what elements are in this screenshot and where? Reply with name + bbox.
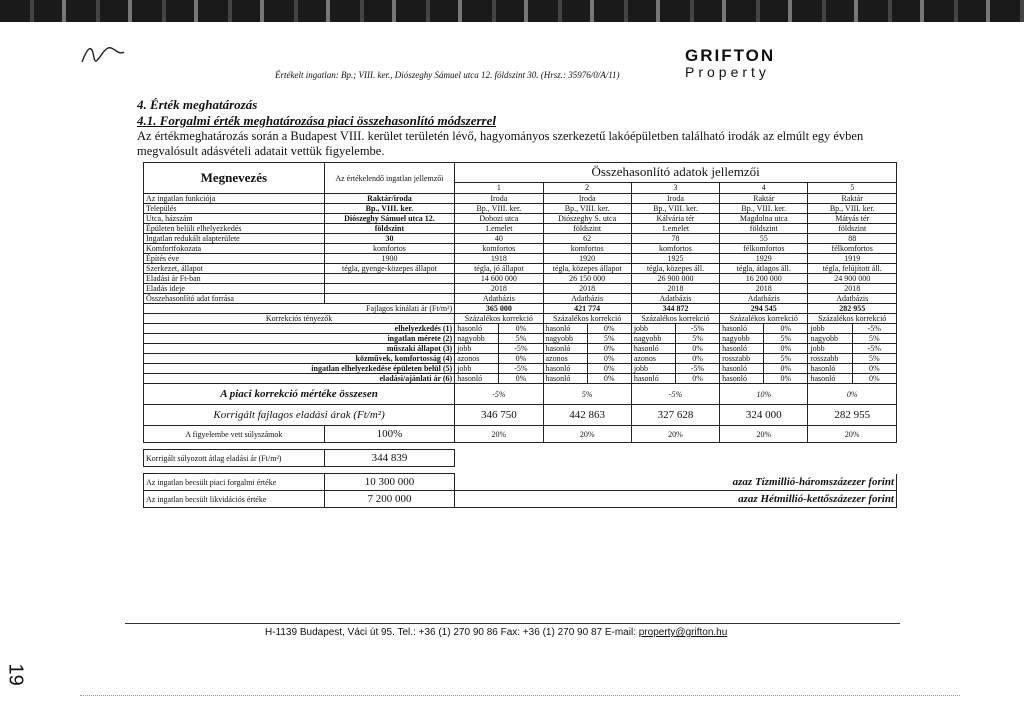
correction-row: [144, 374, 897, 384]
correction-direction: nagyobb: [808, 334, 852, 344]
compare-value: Diószeghy S. utca: [543, 214, 631, 224]
compare-value: 1929: [720, 254, 808, 264]
compare-value: 1.emelet: [455, 224, 543, 234]
correction-label: ingatlan elhelyezkedése épületen belül (5): [144, 364, 455, 374]
compare-value: Bp., VIII. ker.: [808, 204, 897, 214]
compare-value: Adatbázis: [455, 294, 543, 304]
correction-percent: -5%: [675, 364, 719, 374]
correction-direction: rosszabb: [808, 354, 852, 364]
compare-value: 2018: [543, 284, 631, 294]
weighted-average-value: 344 839: [324, 450, 455, 467]
correction-percent: 0%: [587, 324, 631, 334]
weight-value: 20%: [543, 426, 631, 443]
correction-direction: hasonló: [543, 374, 587, 384]
compare-title: Összehasonlító adatok jellemzői: [455, 163, 897, 183]
unit-price-row: [144, 304, 897, 314]
correction-direction: jobb: [455, 364, 499, 374]
correction-percent: 0%: [587, 374, 631, 384]
correction-direction: nagyobb: [543, 334, 587, 344]
weight-subject: 100%: [324, 426, 455, 443]
property-row: [144, 254, 897, 264]
subject-value: 1900: [324, 254, 455, 264]
column-number: 4: [720, 182, 808, 193]
correction-percent: 0%: [764, 364, 808, 374]
corrected-price-label: Korrigált fajlagos eladási árak (Ft/m²): [144, 405, 455, 426]
comparison-table: [143, 162, 897, 508]
correction-percent: 0%: [675, 374, 719, 384]
corrected-price-value: 327 628: [631, 405, 719, 426]
market-value-row: [144, 474, 897, 491]
property-row: [144, 284, 897, 294]
subject-value: Raktár/iroda: [324, 194, 455, 204]
correction-direction: nagyobb: [631, 334, 675, 344]
compare-value: félkomfortos: [808, 244, 897, 254]
property-label: Település: [144, 204, 325, 214]
header-row: [144, 163, 897, 183]
correction-percent: -5%: [499, 364, 543, 374]
compare-value: komfortos: [543, 244, 631, 254]
correction-factors-label: Korrekciós tényezők: [144, 314, 455, 324]
compare-value: komfortos: [455, 244, 543, 254]
subsection-heading: 4.1. Forgalmi érték meghatározása piaci összehasonlító módszerrel: [137, 113, 496, 128]
footer-contact: [265, 627, 727, 638]
correction-sum-value: 10%: [720, 384, 808, 405]
weight-value: 20%: [808, 426, 897, 443]
compare-value: 2018: [455, 284, 543, 294]
property-row: [144, 234, 897, 244]
correction-direction: hasonló: [808, 364, 852, 374]
compare-value: tégla, közepes állapot: [543, 264, 631, 274]
weighted-average-row: [144, 450, 897, 467]
correction-percent: 0%: [852, 374, 896, 384]
unit-price-value: 365 000: [455, 304, 543, 314]
correction-sum-value: -5%: [455, 384, 543, 405]
subject-value: [324, 284, 455, 294]
correction-direction: jobb: [455, 344, 499, 354]
compare-value: 2018: [631, 284, 719, 294]
correction-percent: 0%: [852, 364, 896, 374]
page-number: 19: [4, 663, 27, 686]
section-heading: 4. Érték meghatározás: [137, 97, 258, 112]
compare-value: 40: [455, 234, 543, 244]
spacer-row: [144, 467, 897, 474]
subject-value: [324, 274, 455, 284]
compare-value: tégla, felújított áll.: [808, 264, 897, 274]
correction-percent: -5%: [852, 344, 896, 354]
corrected-price-row: [144, 405, 897, 426]
compare-value: 1919: [808, 254, 897, 264]
subject-value: Bp., VIII. ker.: [324, 204, 455, 214]
property-row: [144, 194, 897, 204]
compare-value: Iroda: [631, 194, 719, 204]
spacer: [455, 450, 897, 467]
footer-text: H-1139 Budapest, Váci út 95. Tel.: +36 (1) 270 90 86 Fax: +36 (1) 270 90 87 E-mail:: [265, 627, 639, 638]
correction-percent: 0%: [499, 324, 543, 334]
compare-value: tégla, közepes áll.: [631, 264, 719, 274]
property-row: [144, 214, 897, 224]
compare-value: 1.emelet: [631, 224, 719, 234]
compare-value: 26 150 000: [543, 274, 631, 284]
corrected-price-value: 282 955: [808, 405, 897, 426]
correction-percent: 0%: [499, 354, 543, 364]
unit-price-value: 344 872: [631, 304, 719, 314]
correction-percent: 0%: [764, 324, 808, 334]
property-label: Szerkezet, állapot: [144, 264, 325, 274]
logo-line1: GRIFTON: [685, 46, 776, 65]
correction-percent: 5%: [499, 334, 543, 344]
column-number: 1: [455, 182, 543, 193]
correction-percent: 0%: [675, 354, 719, 364]
compare-value: Adatbázis: [808, 294, 897, 304]
compare-value: Iroda: [455, 194, 543, 204]
correction-direction: hasonló: [808, 374, 852, 384]
weight-value: 20%: [455, 426, 543, 443]
compare-value: Bp., VIII. ker.: [455, 204, 543, 214]
correction-percent: 0%: [587, 364, 631, 374]
correction-percent: 5%: [764, 354, 808, 364]
signature-mark: [78, 40, 128, 70]
correction-percent: 0%: [587, 344, 631, 354]
market-value: 10 300 000: [324, 474, 455, 491]
correction-row: [144, 364, 897, 374]
correction-direction: hasonló: [455, 374, 499, 384]
intro-paragraph: Az értékmeghatározás során a Budapest VIII. kerület területén lévő, hagyományos szerkezetű lakóépületben található irodák az elmúlt egy évben megvalósult adásvételi adatait vettük figyelembe.: [137, 129, 864, 158]
correction-percent: 0%: [675, 344, 719, 354]
unit-price-label: Fajlagos kínálati ár (Ft/m²): [144, 304, 455, 314]
correction-direction: hasonló: [543, 324, 587, 334]
compare-value: Raktár: [808, 194, 897, 204]
spacer-row: [144, 443, 897, 450]
correction-label: műszaki állapot (3): [144, 344, 455, 354]
correction-row: [144, 334, 897, 344]
correction-header-row: [144, 314, 897, 324]
correction-direction: hasonló: [720, 324, 764, 334]
correction-percent: 5%: [675, 334, 719, 344]
correction-direction: hasonló: [720, 344, 764, 354]
subject-value: földszint: [324, 224, 455, 234]
property-label: Komfortfokozata: [144, 244, 325, 254]
correction-direction: rosszabb: [720, 354, 764, 364]
property-row: [144, 244, 897, 254]
compare-value: Kálvária tér: [631, 214, 719, 224]
correction-percent: -5%: [852, 324, 896, 334]
compare-value: Bp., VIII. ker.: [543, 204, 631, 214]
corrected-price-value: 324 000: [720, 405, 808, 426]
column-number: 5: [808, 182, 897, 193]
correction-sum-value: 0%: [808, 384, 897, 405]
correction-direction: hasonló: [543, 344, 587, 354]
compare-value: Adatbázis: [720, 294, 808, 304]
compare-value: 1925: [631, 254, 719, 264]
compare-value: földszint: [808, 224, 897, 234]
subject-label: Az értékelendő ingatlan jellemzői: [324, 163, 455, 194]
property-row: [144, 224, 897, 234]
property-label: Építés éve: [144, 254, 325, 264]
correction-sum-row: [144, 384, 897, 405]
correction-percent: -5%: [675, 324, 719, 334]
compare-value: 14 600 000: [455, 274, 543, 284]
compare-value: Bp., VIII. ker.: [631, 204, 719, 214]
correction-direction: hasonló: [631, 344, 675, 354]
subject-value: 30: [324, 234, 455, 244]
logo-line2: Property: [685, 64, 770, 80]
compare-value: tégla, jó állapot: [455, 264, 543, 274]
weight-row: [144, 426, 897, 443]
correction-header: Százalékos korrekció: [543, 314, 631, 324]
grifton-logo: [685, 46, 775, 80]
correction-percent: 0%: [587, 354, 631, 364]
correction-direction: azonos: [543, 354, 587, 364]
liquidation-value-words: azaz Hétmillió-kettőszázezer forint: [455, 491, 897, 508]
correction-percent: 5%: [587, 334, 631, 344]
weight-label: A figyelembe vett súlyszámok: [144, 426, 325, 443]
property-label: Ingatlan redukált alapterülete: [144, 234, 325, 244]
correction-direction: jobb: [631, 364, 675, 374]
compare-value: Adatbázis: [543, 294, 631, 304]
weighted-average-label: Korrigált súlyozott átlag eladási ár (Ft/m²): [144, 450, 325, 467]
compare-value: 2018: [808, 284, 897, 294]
property-row: [144, 204, 897, 214]
liquidation-value-row: [144, 491, 897, 508]
compare-value: 24 900 000: [808, 274, 897, 284]
property-row: [144, 294, 897, 304]
market-value-label: Az ingatlan becsült piaci forgalmi értéke: [144, 474, 325, 491]
footer-email-link[interactable]: property@grifton.hu: [638, 627, 728, 638]
compare-value: földszint: [543, 224, 631, 234]
property-label: Összehasonlító adat forrása: [144, 294, 325, 304]
correction-label: közművek, komfortosság (4): [144, 354, 455, 364]
column-number: 3: [631, 182, 719, 193]
compare-value: 88: [808, 234, 897, 244]
correction-header: Százalékos korrekció: [808, 314, 897, 324]
address-header: Értékelt ingatlan: Bp.; VIII. ker., Diószeghy Sámuel utca 12. földszint 30. (Hrsz.: 35976/0/A/11): [275, 70, 620, 80]
property-label: Épületen belüli elhelyezkedés: [144, 224, 325, 234]
correction-direction: hasonló: [720, 374, 764, 384]
property-label: Utca, házszám: [144, 214, 325, 224]
market-value-words: azaz Tízmillió-háromszázezer forint: [455, 474, 897, 491]
correction-sum-value: -5%: [631, 384, 719, 405]
compare-value: 1918: [455, 254, 543, 264]
correction-direction: jobb: [808, 324, 852, 334]
compare-value: 62: [543, 234, 631, 244]
corrected-price-value: 346 750: [455, 405, 543, 426]
compare-value: 1920: [543, 254, 631, 264]
property-row: [144, 264, 897, 274]
correction-header: Százalékos korrekció: [720, 314, 808, 324]
correction-direction: hasonló: [720, 364, 764, 374]
footer-rule: [125, 623, 900, 624]
correction-row: [144, 354, 897, 364]
compare-value: Mátyás tér: [808, 214, 897, 224]
weight-value: 20%: [631, 426, 719, 443]
spacer: [144, 443, 897, 450]
column-number: 2: [543, 182, 631, 193]
compare-value: félkomfortos: [720, 244, 808, 254]
compare-value: Adatbázis: [631, 294, 719, 304]
compare-value: Bp., VIII. ker.: [720, 204, 808, 214]
subject-value: komfortos: [324, 244, 455, 254]
compare-value: földszint: [720, 224, 808, 234]
subject-value: tégla, gyenge-közepes állapot: [324, 264, 455, 274]
compare-value: tégla, átlagos áll.: [720, 264, 808, 274]
property-row: [144, 274, 897, 284]
correction-direction: azonos: [631, 354, 675, 364]
correction-direction: nagyobb: [455, 334, 499, 344]
correction-percent: -5%: [499, 344, 543, 354]
unit-price-value: 282 955: [808, 304, 897, 314]
correction-percent: 0%: [764, 374, 808, 384]
correction-percent: 0%: [499, 374, 543, 384]
spacer: [144, 467, 897, 474]
correction-percent: 5%: [852, 354, 896, 364]
correction-row: [144, 324, 897, 334]
liquidation-value: 7 200 000: [324, 491, 455, 508]
correction-label: eladási/ajánlati ár (6): [144, 374, 455, 384]
unit-price-value: 421 774: [543, 304, 631, 314]
compare-value: Raktár: [720, 194, 808, 204]
compare-value: 2018: [720, 284, 808, 294]
property-label: Az ingatlan funkciója: [144, 194, 325, 204]
correction-row: [144, 344, 897, 354]
liquidation-value-label: Az ingatlan becsült likvidációs értéke: [144, 491, 325, 508]
subject-value: [324, 294, 455, 304]
correction-direction: hasonló: [631, 374, 675, 384]
compare-value: 78: [631, 234, 719, 244]
compare-value: 16 200 000: [720, 274, 808, 284]
correction-direction: hasonló: [543, 364, 587, 374]
correction-label: elhelyezkedés (1): [144, 324, 455, 334]
correction-header: Százalékos korrekció: [455, 314, 543, 324]
compare-value: Dobozi utca: [455, 214, 543, 224]
compare-value: Magdolna utca: [720, 214, 808, 224]
correction-direction: jobb: [808, 344, 852, 354]
scan-top-band: [0, 0, 1024, 22]
correction-sum-value: 5%: [543, 384, 631, 405]
head-label: Megnevezés: [144, 163, 325, 194]
correction-label: ingatlan mérete (2): [144, 334, 455, 344]
correction-percent: 5%: [852, 334, 896, 344]
property-label: Eladási ár Ft-ban: [144, 274, 325, 284]
corrected-price-value: 442 863: [543, 405, 631, 426]
correction-percent: 0%: [764, 344, 808, 354]
weight-value: 20%: [720, 426, 808, 443]
correction-direction: hasonló: [455, 324, 499, 334]
correction-header: Százalékos korrekció: [631, 314, 719, 324]
compare-value: 55: [720, 234, 808, 244]
compare-value: komfortos: [631, 244, 719, 254]
subject-value: Diószeghy Sámuel utca 12.: [324, 214, 455, 224]
property-label: Eladás ideje: [144, 284, 325, 294]
correction-direction: jobb: [631, 324, 675, 334]
scan-dotted-line: [80, 695, 960, 696]
compare-value: Iroda: [543, 194, 631, 204]
correction-percent: 5%: [764, 334, 808, 344]
correction-direction: nagyobb: [720, 334, 764, 344]
compare-value: 26 900 000: [631, 274, 719, 284]
correction-sum-label: A piaci korrekció mértéke összesen: [144, 384, 455, 405]
unit-price-value: 294 545: [720, 304, 808, 314]
correction-direction: azonos: [455, 354, 499, 364]
